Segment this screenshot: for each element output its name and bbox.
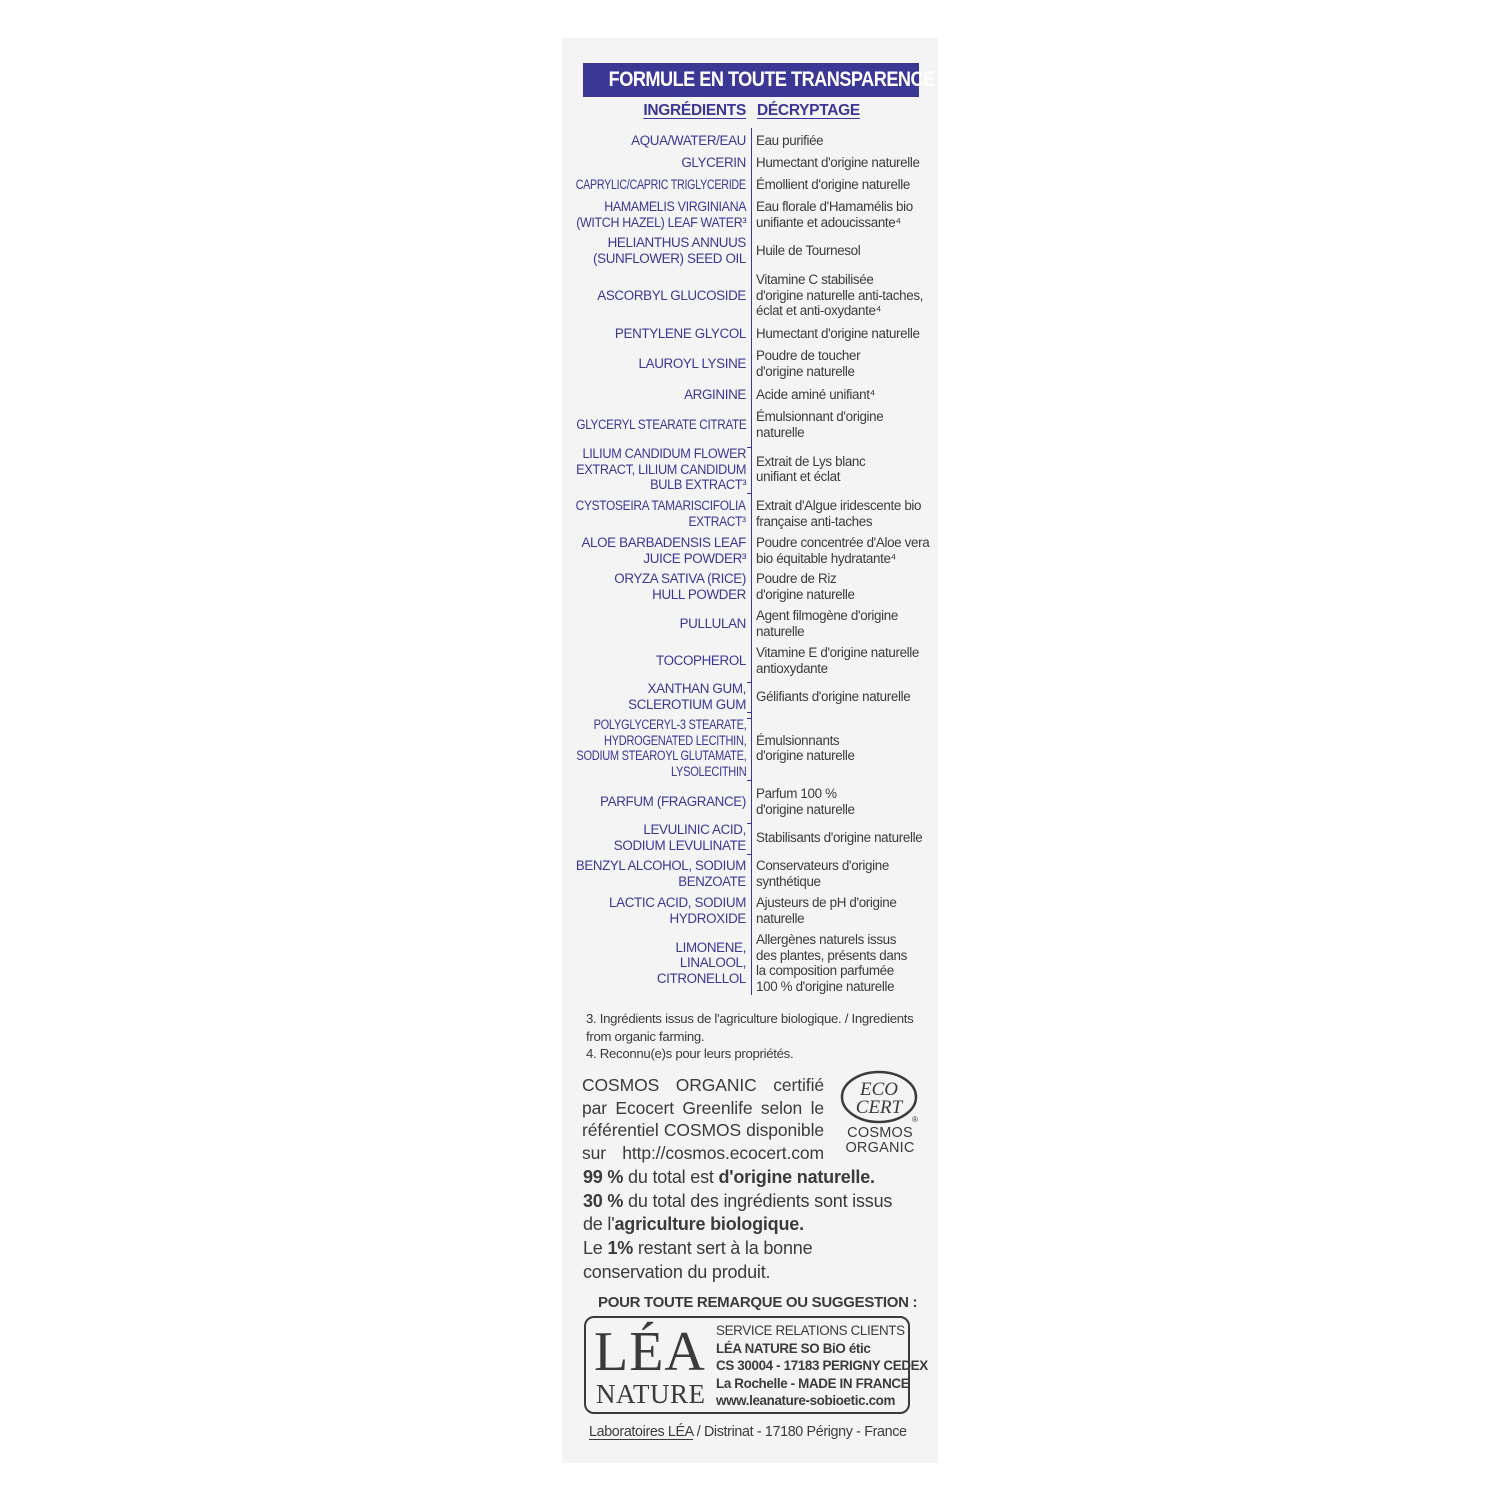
natural-origin-stats	[583, 1166, 903, 1285]
cosmos-label-line2: ORGANIC	[845, 1140, 915, 1156]
lea-nature-logo-nature: NATURE	[596, 1379, 706, 1409]
contact-details	[716, 1322, 928, 1410]
panel-title	[583, 63, 935, 97]
stats-text: du total des ingrédients sont issus	[623, 1190, 893, 1211]
ingredient-description: Poudre de Riz d'origine naturelle	[756, 571, 855, 602]
footnote-3: 3. Ingrédients issus de l'agriculture biologique. / Ingredients from organic farming.	[586, 1011, 914, 1044]
footnotes	[586, 1010, 931, 1063]
ingredient-name: ARGININE	[684, 387, 746, 402]
stats-line-3	[583, 1213, 903, 1237]
ingredient-description: Huile de Tournesol	[756, 242, 861, 258]
ingredient-name: LIMONENE, LINALOOL, CITRONELLOL	[656, 939, 746, 986]
ingredient-description: Parfum 100 % d'origine naturelle	[756, 786, 855, 817]
cosmos-label-line1: COSMOS	[847, 1125, 913, 1141]
ingredient-description: Extrait de Lys blanc unifiant et éclat	[756, 453, 866, 485]
stats-text: du total est	[623, 1167, 719, 1187]
ingredient-description: Humectant d'origine naturelle	[756, 155, 920, 170]
ingredient-name: ASCORBYL GLUCOSIDE	[597, 287, 746, 303]
ingredient-name: PARFUM (FRAGRANCE)	[600, 793, 746, 809]
ingredient-description: Vitamine C stabilisée d'origine naturelle anti-taches, éclat et anti-oxydante⁴	[756, 272, 924, 318]
ingredient-description: Acide aminé unifiant⁴	[756, 387, 875, 402]
ingredient-name: ORYZA SATIVA (RICE) HULL POWDER	[614, 571, 746, 602]
ingredient-description: Conservateurs d'origine synthétique	[756, 858, 889, 889]
ingredient-name: HELIANTHUS ANNUUS (SUNFLOWER) SEED OIL	[593, 235, 746, 266]
ingredient-description: Poudre de toucher d'origine naturelle	[756, 348, 861, 379]
ingredient-name: XANTHAN GUM, SCLEROTIUM GUM	[628, 681, 746, 712]
contact-city: La Rochelle - MADE IN FRANCE	[716, 1375, 910, 1391]
ingredient-name: BENZYL ALCOHOL, SODIUM BENZOATE	[576, 858, 746, 889]
ingredient-description: Agent filmogène d'origine naturelle	[756, 608, 898, 639]
contact-address: CS 30004 - 17183 PERIGNY CEDEX	[716, 1358, 928, 1373]
remark-heading: POUR TOUTE REMARQUE OU SUGGESTION :	[598, 1294, 918, 1311]
stats-line-2	[583, 1190, 903, 1214]
contact-service: SERVICE RELATIONS CLIENTS	[716, 1323, 905, 1338]
ingredient-name: LILIUM CANDIDUM FLOWER EXTRACT, LILIUM CANDIDUM BULB EXTRACT³	[576, 446, 746, 492]
ingredient-name: CAPRYLIC/CAPRIC TRIGLYCERIDE	[576, 177, 746, 192]
ingredient-description: Vitamine E d'origine naturelle antioxydante	[756, 645, 920, 676]
contact-website: www.leanature-sobioetic.com	[716, 1393, 896, 1408]
ingredient-description: Émollient d'origine naturelle	[756, 177, 910, 192]
stats-line-4	[583, 1237, 903, 1261]
footer-lab: Laboratoires LÉA	[589, 1424, 694, 1440]
footer-address: / Distrinat - 17180 Périgny - France	[693, 1424, 907, 1440]
ingredient-name: PENTYLENE GLYCOL	[614, 326, 746, 341]
stats-1-percent: 1%	[607, 1238, 634, 1259]
ingredient-description: Stabilisants d'origine naturelle	[756, 829, 923, 845]
footnote-4: 4. Reconnu(e)s pour leurs propriétés.	[586, 1046, 794, 1061]
ingredient-description: Extrait d'Algue iridescente bio française anti-taches	[756, 498, 922, 529]
ecocert-registered-mark: ®	[912, 1115, 918, 1124]
column-header-ingredients: INGRÉDIENTS	[643, 102, 746, 119]
manufacturer-footer	[589, 1424, 907, 1440]
ingredient-description: Gélifiants d'origine naturelle	[756, 688, 911, 704]
stats-30-percent: 30 %	[583, 1190, 624, 1211]
ingredient-description: Eau florale d'Hamamélis bio unifiante et adoucissante⁴	[756, 199, 913, 230]
ecocert-logo-top: ECO	[860, 1079, 898, 1100]
ingredient-name: ALOE BARBADENSIS LEAF JUICE POWDER³	[581, 535, 746, 566]
stats-bold-text: agriculture biologique.	[614, 1214, 804, 1235]
ingredient-description: Ajusteurs de pH d'origine naturelle	[756, 895, 897, 926]
stats-bold-text: d'origine naturelle.	[718, 1167, 875, 1187]
ingredient-description: Allergènes naturels issus des plantes, présents dans la composition parfumée 100 % d'origine naturelle	[756, 932, 907, 994]
lea-nature-logo-lea: LÉA	[594, 1321, 706, 1383]
stats-text: restant sert à la bonne	[633, 1238, 813, 1259]
stats-text: de l'	[583, 1214, 615, 1235]
ingredient-description: Poudre concentrée d'Aloe vera bio équitable hydratante⁴	[756, 535, 930, 566]
ingredient-name: AQUA/WATER/EAU	[631, 133, 746, 148]
certification-text: COSMOS ORGANIC certifié par Ecocert Greenlife selon le référentiel COSMOS disponible sur http://cosmos.ecocert.com	[582, 1075, 824, 1163]
ingredient-name: GLYCERIN	[681, 155, 746, 170]
ingredient-name: LACTIC ACID, SODIUM HYDROXIDE	[609, 895, 746, 926]
column-header-decryptage: DÉCRYPTAGE	[757, 102, 860, 119]
ingredient-name: LEVULINIC ACID, SODIUM LEVULINATE	[613, 822, 746, 853]
ingredient-name: PULLULAN	[679, 615, 746, 631]
column-divider	[751, 128, 752, 995]
ingredient-name: TOCOPHEROL	[655, 652, 746, 668]
ingredient-description: Émulsionnant d'origine naturelle	[756, 409, 884, 440]
ingredient-name: LAUROYL LYSINE	[638, 355, 746, 371]
ingredient-name: GLYCERYL STEARATE CITRATE	[576, 416, 746, 432]
ingredient-description: Émulsionnants d'origine naturelle	[756, 732, 855, 763]
ingredient-name: HAMAMELIS VIRGINIANA (WITCH HAZEL) LEAF WATER³	[576, 199, 746, 230]
ecocert-logo-bottom: CERT	[855, 1097, 903, 1118]
cosmos-organic-label	[836, 1126, 924, 1156]
ingredient-name: POLYGLYCERYL-3 STEARATE, HYDROGENATED LECITHIN, SODIUM STEAROYL GLUTAMATE, LYSOLECITHIN	[576, 717, 746, 779]
stats-line-1	[583, 1166, 903, 1190]
ingredient-description: Humectant d'origine naturelle	[756, 326, 920, 341]
stats-99-percent: 99 %	[583, 1167, 624, 1187]
panel-title-text: FORMULE EN TOUTE TRANSPARENCE	[608, 68, 935, 91]
ingredient-description: Eau purifiée	[756, 133, 824, 148]
ingredient-name: CYSTOSEIRA TAMARISCIFOLIA EXTRACT³	[576, 498, 746, 529]
stats-text: Le	[583, 1238, 608, 1259]
contact-company: LÉA NATURE SO BiO étic	[716, 1340, 871, 1356]
stats-line-5: conservation du produit.	[583, 1261, 771, 1282]
